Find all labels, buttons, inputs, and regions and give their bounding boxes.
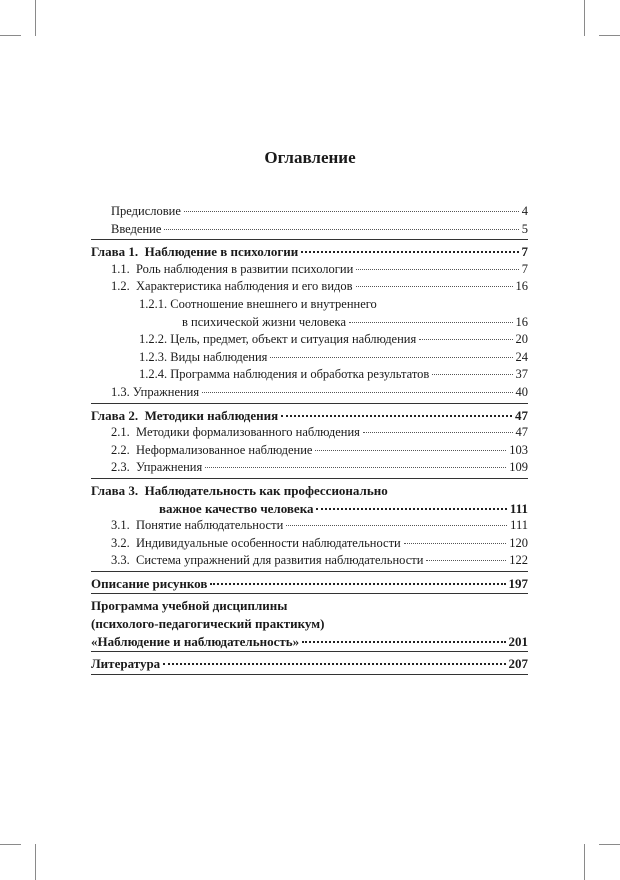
toc-entry-3-3 [91,552,528,570]
toc-chapter-page: 7 [521,244,528,260]
toc-entry-label: 3.2. Индивидуальные особенности наблюдательности [111,535,401,550]
dot-leader [210,583,505,585]
toc-entry-2-1 [91,424,528,442]
toc-entry-page: 122 [509,553,528,568]
toc-entry-page: 47 [515,425,528,440]
crop-mark [599,35,620,36]
toc-entry-label: 3.1. Понятие наблюдательности [111,518,284,533]
toc-entry-1-2-4 [91,366,528,384]
toc-chapter-2 [91,407,528,425]
toc-entry-label: 1.2.2. Цель, предмет, объект и ситуация наблюдения [139,332,417,347]
toc-chapter-label: Описание рисунков [91,575,208,591]
divider [91,478,528,479]
toc-entry-page: 5 [521,221,528,236]
toc-entry-label: 1.2.3. Виды наблюдения [139,349,268,364]
toc-chapter-label: Литература [91,656,161,672]
toc-chapter-label: важное качество человека [159,500,314,516]
toc-entry-page: 103 [509,442,528,457]
toc-entry-label: 1.3. Упражнения [111,384,200,399]
toc-entry-page: 20 [515,332,528,347]
toc-entry-label: 2.1. Методики формализованного наблюдения [111,425,360,440]
toc-entry-page: 4 [521,204,528,218]
toc-figures [91,575,528,593]
dot-leader [316,508,506,510]
toc-entry-label: 1.1. Роль наблюдения в развитии психологии [111,261,354,276]
toc-program-line-1: Программа учебной дисциплины [91,598,288,614]
divider [91,674,528,675]
toc-entry-label: в психической жизни человека [182,314,346,329]
toc-entry-intro [91,221,528,239]
divider [91,239,528,240]
toc-entry-page: 7 [521,261,528,276]
toc-entry-label: Предисловие [111,204,181,218]
toc-program [91,633,528,651]
toc-entry-label: 2.3. Упражнения [111,460,203,475]
dot-leader [426,560,506,561]
toc-chapter-page: 47 [515,407,528,423]
toc-entry-preface [91,203,528,221]
dot-leader [163,663,505,665]
toc-chapter-1 [91,243,528,261]
dot-leader [301,251,518,253]
toc-entry-1-2-1-label: 1.2.1. Соотношение внешнего и внутреннего [139,296,377,311]
toc-chapter-page: 201 [508,633,528,649]
toc-entry-label: Введение [111,221,162,236]
toc-program-line-2: (психолого-педагогический практикум) [91,616,325,632]
toc-entry-label: 3.3. Система упражнений для развития наблюдательности [111,553,424,568]
toc-entry-1-2-1 [91,314,528,332]
toc-entry-1-2 [91,278,528,296]
crop-mark [584,844,585,880]
dot-leader [349,322,513,323]
toc-entry-3-1 [91,517,528,535]
toc-entry-1-2-3 [91,349,528,367]
toc-entry-page: 37 [515,367,528,382]
toc-entry-label: 2.2. Неформализованное наблюдение [111,442,313,457]
toc-entry-2-2 [91,442,528,460]
toc-entry-2-3 [91,459,528,477]
toc-entry-page: 24 [515,349,528,364]
toc-entry-page: 40 [515,384,528,399]
crop-mark [599,844,620,845]
crop-mark [584,0,585,36]
dot-leader [432,374,512,375]
dot-leader [356,269,518,270]
divider [91,593,528,594]
toc-literature [91,655,528,673]
dot-leader [184,211,519,212]
crop-mark [35,844,36,880]
dot-leader [205,467,506,468]
dot-leader [363,432,513,433]
dot-leader [164,229,518,230]
dot-leader [202,392,512,393]
toc-chapter-label: Глава 2. Методики наблюдения [91,407,279,423]
toc-entry-page: 120 [509,535,528,550]
dot-leader [286,525,507,526]
toc-entry-page: 16 [515,314,528,329]
toc-chapter-page: 197 [508,575,528,591]
toc-entry-1-1 [91,261,528,279]
toc-entry-1-2-2 [91,331,528,349]
toc-chapter-label: Глава 1. Наблюдение в психологии [91,244,299,260]
toc-entry-page: 16 [515,279,528,294]
toc-entry-label: 1.2. Характеристика наблюдения и его видов [111,279,353,294]
toc-entry-page: 111 [510,518,528,533]
dot-leader [404,543,507,544]
toc-entry-page: 109 [509,460,528,475]
dot-leader [419,339,512,340]
crop-mark [35,0,36,36]
toc-entry-3-2 [91,535,528,553]
toc-chapter-page: 111 [509,500,528,516]
dot-leader [315,450,506,451]
toc-entry-1-3 [91,384,528,402]
crop-mark [0,35,21,36]
dot-leader [302,641,505,643]
divider [91,651,528,652]
toc-chapter-page: 207 [508,656,528,672]
dot-leader [270,357,512,358]
dot-leader [356,286,513,287]
dot-leader [281,415,512,417]
crop-mark [0,844,21,845]
page-title: Оглавление [264,148,356,167]
table-of-contents [91,203,528,678]
divider [91,403,528,404]
divider [91,571,528,572]
toc-chapter-3 [91,500,528,518]
toc-chapter-3-label: Глава 3. Наблюдательность как профессионально [91,482,388,498]
toc-entry-label: 1.2.4. Программа наблюдения и обработка результатов [139,367,430,382]
toc-chapter-label: «Наблюдение и наблюдательность» [91,633,300,649]
